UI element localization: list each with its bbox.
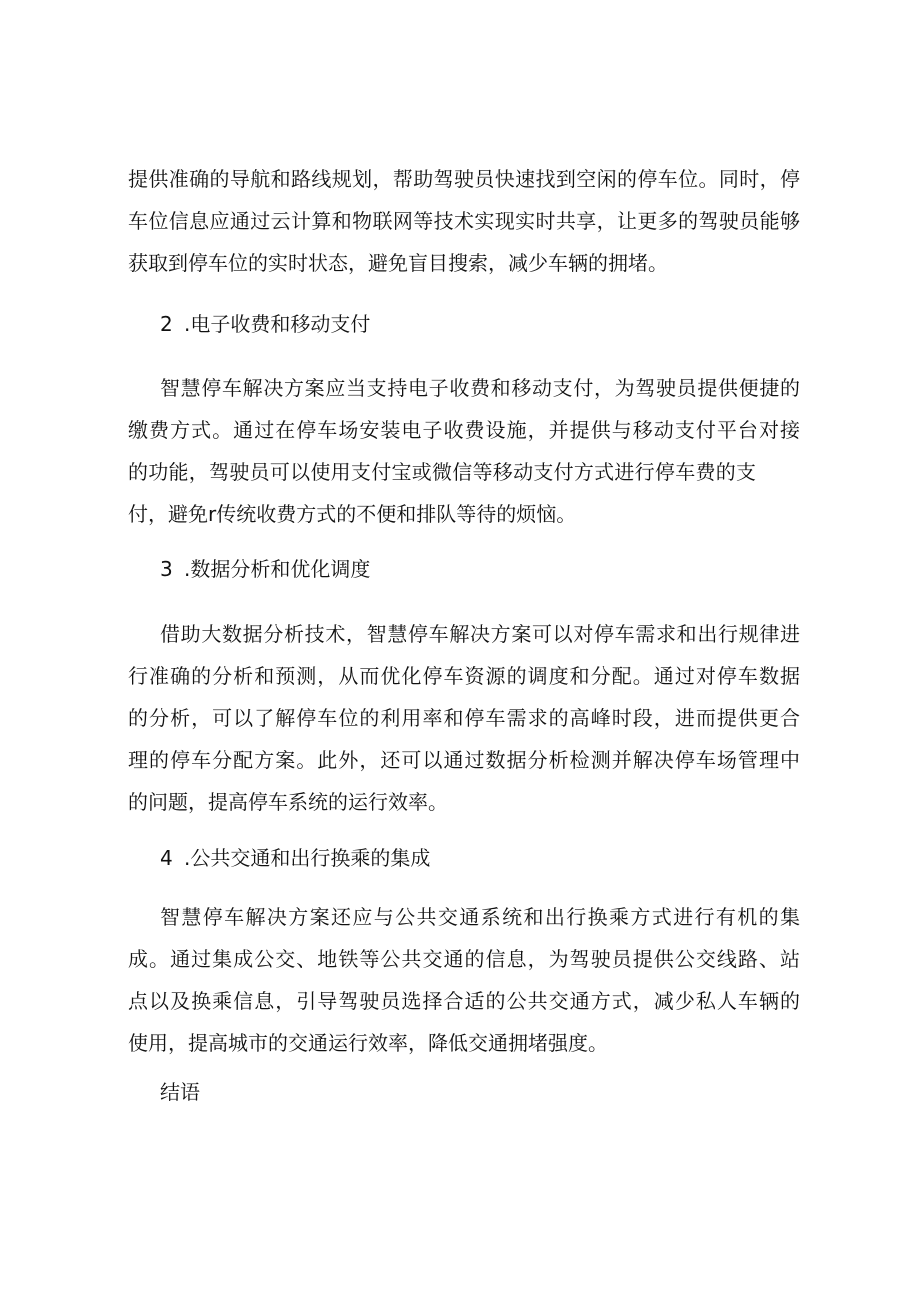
paragraph-line: 获取到停车位的实时状态，避免盲目搜索，减少车辆的拥堵。	[128, 251, 668, 275]
paragraph-public-transport	[128, 896, 800, 1064]
paragraph-line: 成。通过集成公交、地铁等公共交通的信息，为驾驶员提供公交线路、站	[128, 947, 800, 971]
section-number: 4	[160, 846, 173, 870]
section-heading-2	[160, 303, 370, 345]
paragraph-line: 提供准确的导航和路线规划，帮助驾驶员快速找到空闲的停车位。同时，停	[128, 167, 800, 191]
paragraph-line: 的问题，提高停车系统的运行效率。	[128, 790, 448, 814]
conclusion-heading	[160, 1071, 200, 1113]
paragraph-line: 车位信息应通过云计算和物联网等技术实现实时共享，让更多的驾驶员能够	[128, 209, 800, 233]
section-title: .电子收费和移动支付	[184, 312, 371, 336]
section-heading-4	[160, 837, 430, 879]
paragraph-line: 理的停车分配方案。此外，还可以通过数据分析检测并解决停车场管理中	[128, 748, 800, 772]
section-number: 2	[160, 312, 173, 336]
paragraph-data-analysis	[128, 613, 800, 823]
paragraph-line: 使用，提高城市的交通运行效率，降低交通拥堵强度。	[128, 1031, 608, 1055]
paragraph-line: 智慧停车解决方案应当支持电子收费和移动支付，为驾驶员提供便捷的	[160, 376, 800, 400]
section-title: .数据分析和优化调度	[184, 557, 371, 581]
paragraph-line: 智慧停车解决方案还应与公共交通系统和出行换乘方式进行有机的集	[160, 905, 800, 929]
section-heading-3	[160, 548, 370, 590]
paragraph-line: 借助大数据分析技术，智慧停车解决方案可以对停车需求和出行规律进	[160, 622, 800, 646]
paragraph-line: 的功能，驾驶员可以使用支付宝或微信等移动支付方式进行停车费的支	[128, 460, 756, 484]
section-number: 3	[160, 557, 173, 581]
paragraph-navigation	[128, 158, 800, 284]
paragraph-electronic-payment	[128, 367, 800, 535]
paragraph-line: 的分析，可以了解停车位的利用率和停车需求的高峰时段，进而提供更合	[128, 706, 800, 730]
paragraph-line: 缴费方式。通过在停车场安装电子收费设施，并提供与移动支付平台对接	[128, 418, 800, 442]
section-title: .公共交通和出行换乘的集成	[184, 846, 431, 870]
paragraph-line: 点以及换乘信息，引导驾驶员选择合适的公共交通方式，减少私人车辆的	[128, 989, 800, 1013]
paragraph-line: 行准确的分析和预测，从而优化停车资源的调度和分配。通过对停车数据	[128, 664, 800, 688]
section-title: 结语	[160, 1080, 200, 1104]
paragraph-line: 付，避免r传统收费方式的不便和排队等待的烦恼。	[128, 502, 577, 526]
